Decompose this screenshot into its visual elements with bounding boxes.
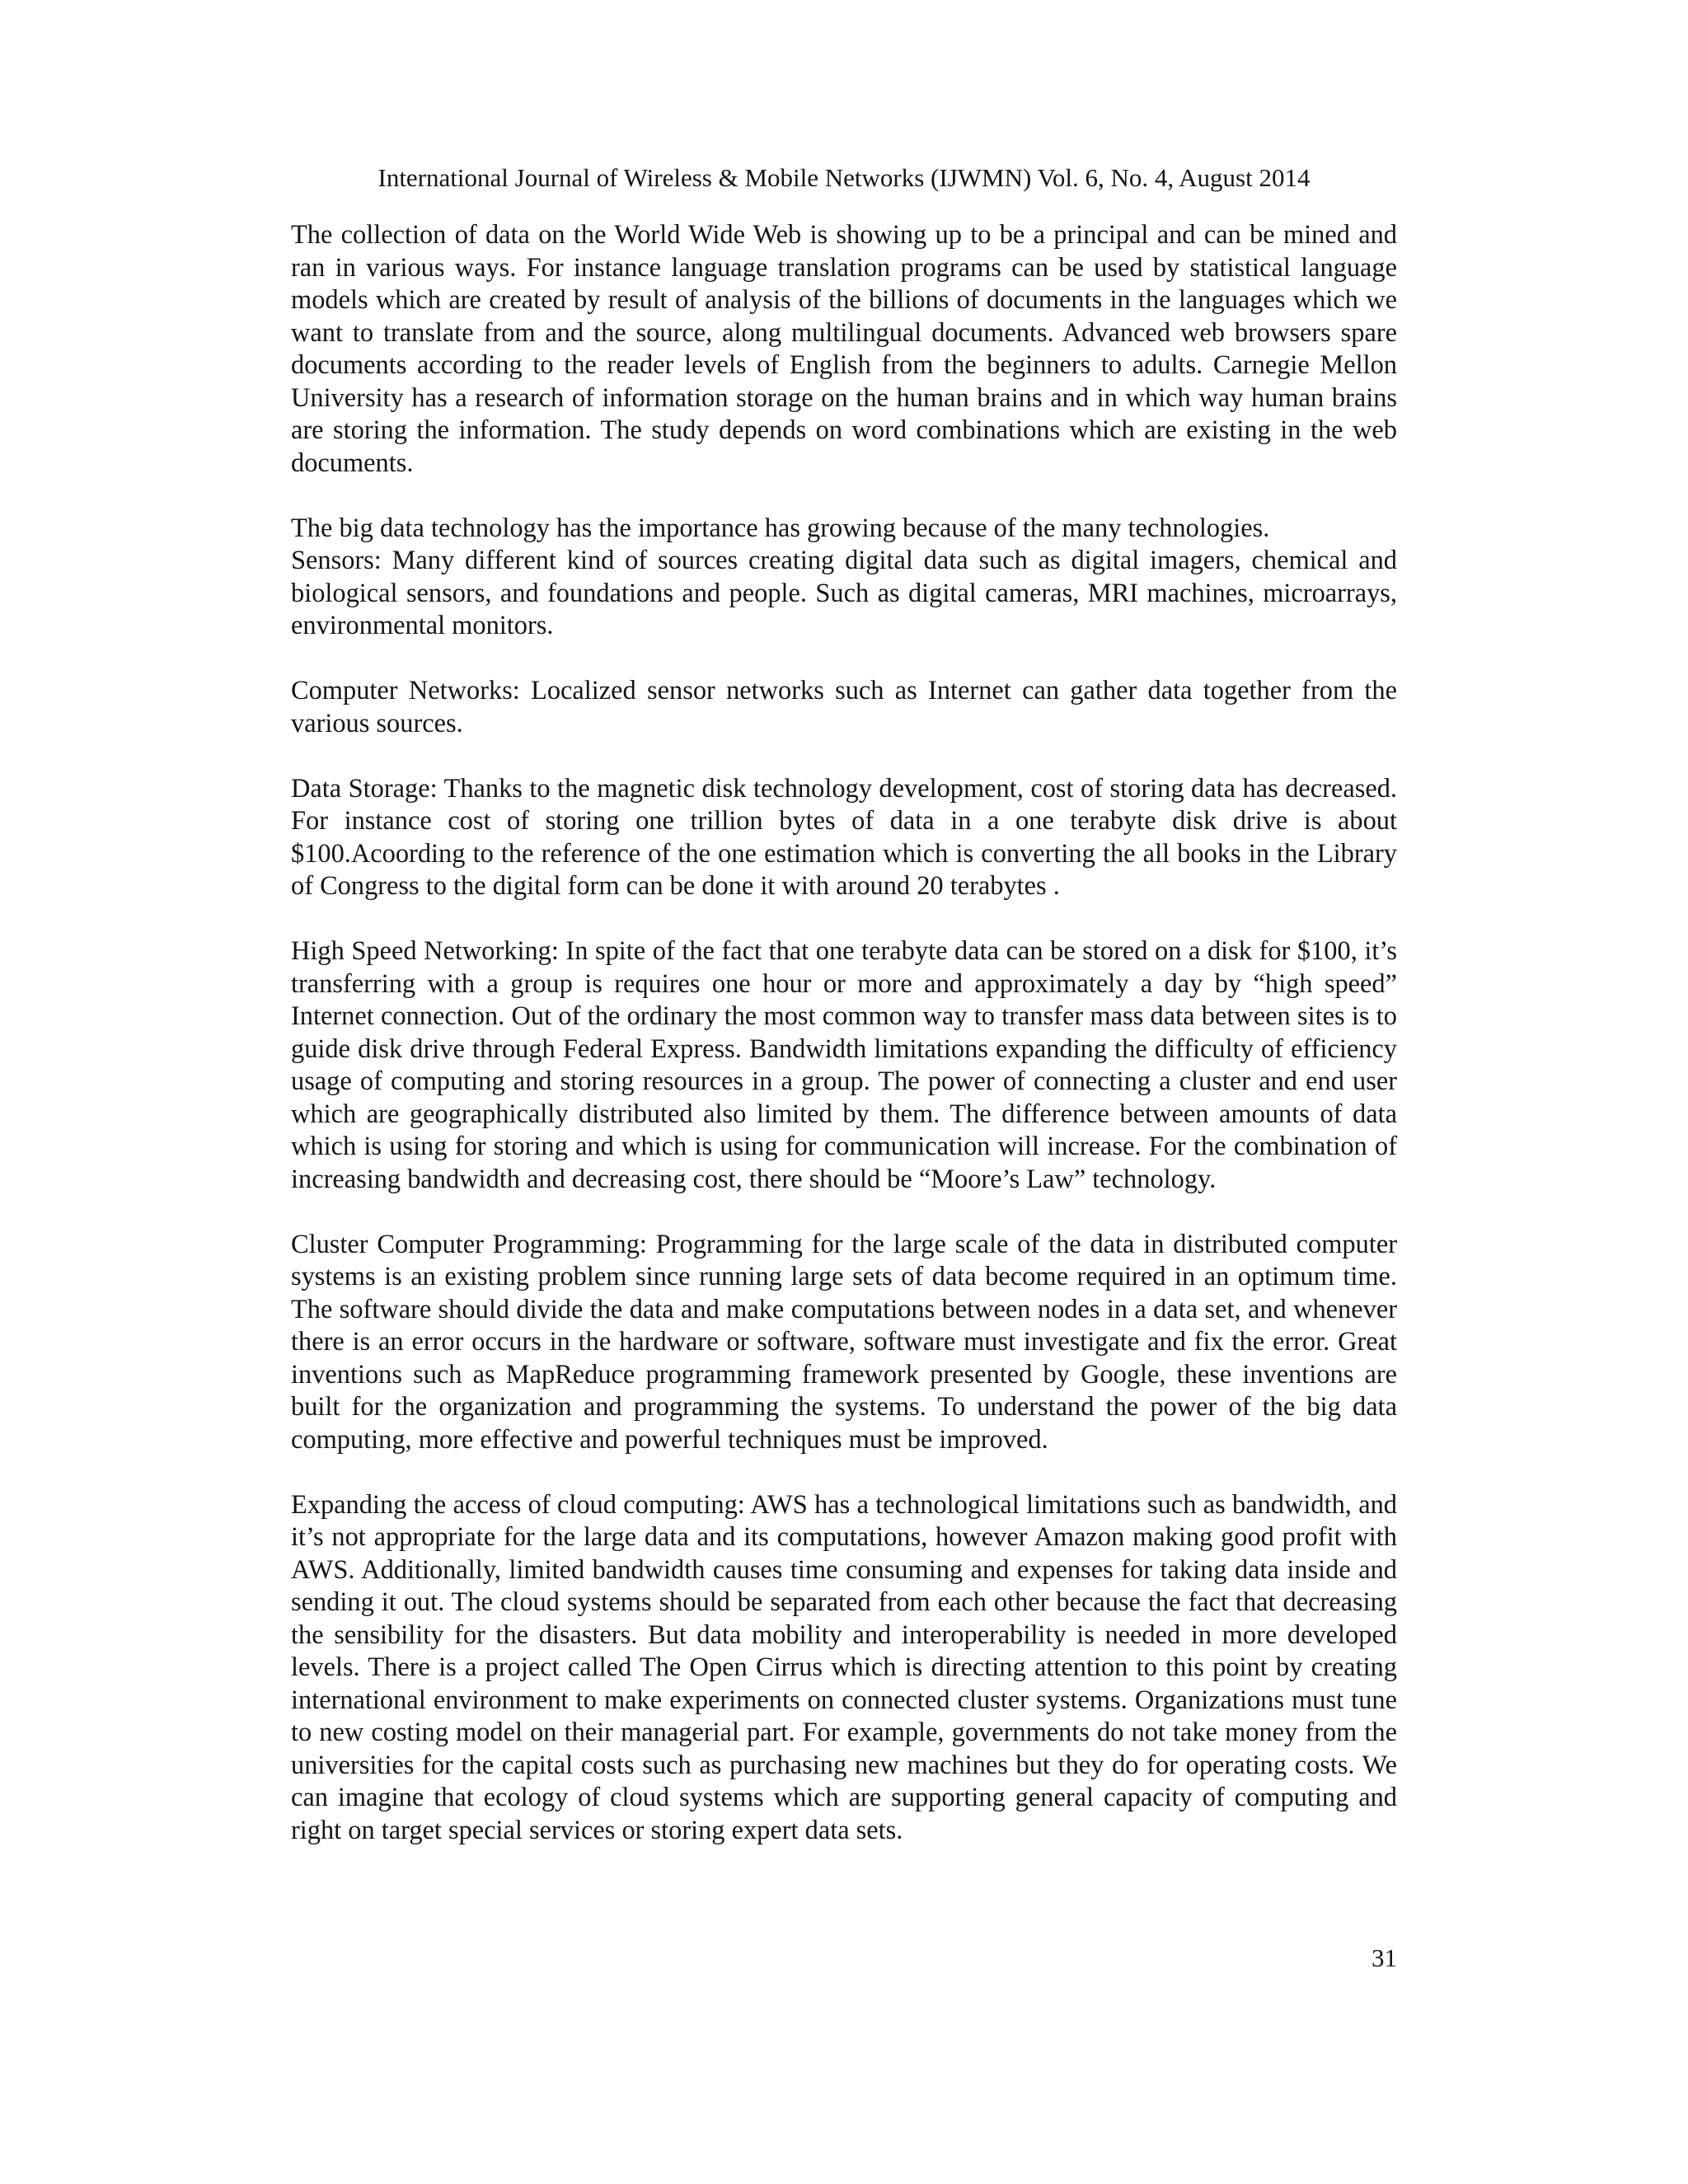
paragraph-big-data-intro: The big data technology has the importance has growing because of the many technologies. bbox=[291, 513, 1270, 543]
paragraph-high-speed-networking: High Speed Networking: In spite of the fact that one terabyte data can be stored on a disk for $100, it’s transferring with a group is requires one hour or more and approximately a day by “high speed” Internet connection. Out of the ordinary the most common way to transfer mass data between sites is to guide disk drive through Federal Express. Bandwidth limitations expanding the difficulty of efficiency usage of computing and storing resources in a group. The power of connecting a cluster and end user which are geographically distributed also limited by them. The difference between amounts of data which is using for storing and which is using for communication will increase. For the combination of increasing bandwidth and decreasing cost, there should be “Moore’s Law” technology. bbox=[291, 936, 1397, 1194]
paragraph-sensors: Sensors: Many different kind of sources creating digital data such as digital imagers, chemical and biological sensors, and foundations and people. Such as digital cameras, MRI machines, microarrays, environmental monitors. bbox=[291, 546, 1397, 640]
paragraph-web-data-mining: The collection of data on the World Wide Web is showing up to be a principal and can be mined and ran in various ways. For instance language translation programs can be used by statistical language models which are created by result of analysis of the billions of documents in the languages which we want to translate from and the source, along multilingual documents. Advanced web browsers spare documents according to the reader levels of English from the beginners to adults. Carnegie Mellon University has a research of information storage on the human brains and in which way human brains are storing the information. The study depends on word combinations which are existing in the web documents. bbox=[291, 220, 1397, 478]
running-header: International Journal of Wireless & Mobile Networks (IJWMN) Vol. 6, No. 4, August 2014 bbox=[377, 163, 1311, 192]
body-text bbox=[291, 219, 1397, 1847]
page-number: 31 bbox=[1372, 1943, 1397, 1972]
paragraph-cloud-computing: Expanding the access of cloud computing: AWS has a technological limitations such as bandwidth, and it’s not appropriate for the large data and its computations, however Amazon making good profit with AWS. Additionally, limited bandwidth causes time consuming and expenses for taking data inside and sending it out. The cloud systems should be separated from each other because the fact that decreasing the sensibility for the disasters. But data mobility and interoperability is needed in more developed levels. There is a project called The Open Cirrus which is directing attention to this point by creating international environment to make experiments on connected cluster systems. Organizations must tune to new costing model on their managerial part. For example, governments do not take money from the universities for the capital costs such as purchasing new machines but they do for operating costs. We can imagine that ecology of cloud systems which are supporting general capacity of computing and right on target special services or storing expert data sets. bbox=[291, 1489, 1397, 1845]
paragraph-data-storage: Data Storage: Thanks to the magnetic disk technology development, cost of storing data has decreased. For instance cost of storing one trillion bytes of data in a one terabyte disk drive is about $100.Acoording to the reference of the one estimation which is converting the all books in the Library of Congress to the digital form can be done it with around 20 terabytes . bbox=[291, 773, 1397, 901]
paragraph-computer-networks: Computer Networks: Localized sensor networks such as Internet can gather data together from the various sources. bbox=[291, 676, 1397, 738]
paragraph-cluster-programming: Cluster Computer Programming: Programming for the large scale of the data in distributed computer systems is an existing problem since running large sets of data become required in an optimum time. The software should divide the data and make computations between nodes in a data set, and whenever there is an error occurs in the hardware or software, software must investigate and fix the error. Great inventions such as MapReduce programming framework presented by Google, these inventions are built for the organization and programming the systems. To understand the power of the big data computing, more effective and powerful techniques must be improved. bbox=[291, 1229, 1397, 1455]
